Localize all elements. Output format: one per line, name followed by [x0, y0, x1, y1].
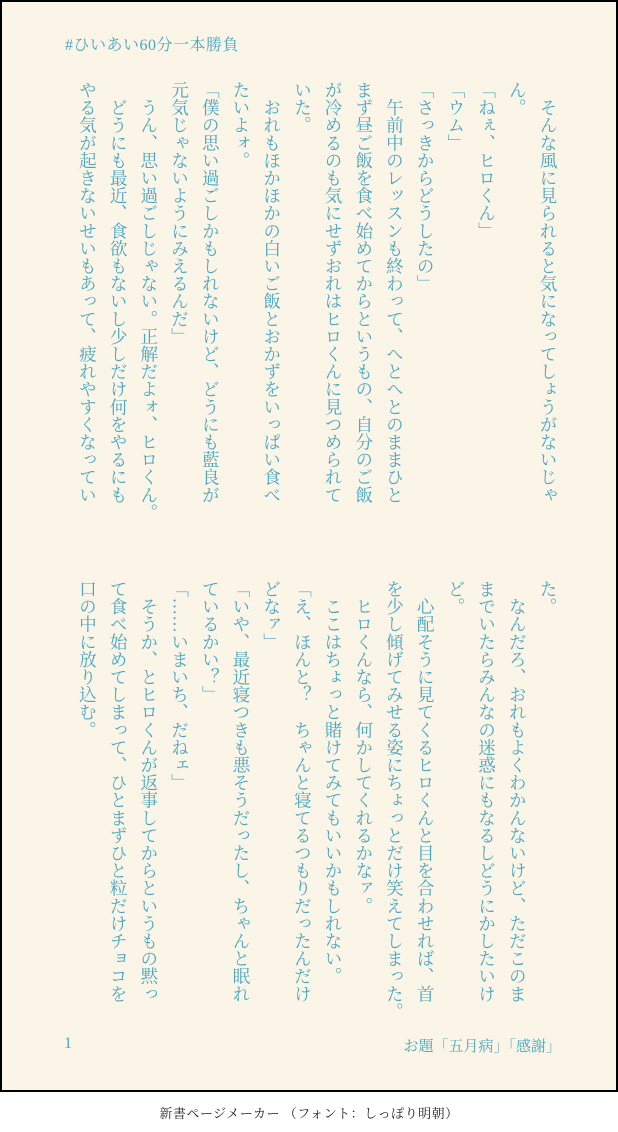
text-line: ど。 — [445, 580, 466, 616]
generator-caption: 新書ページメーカー （フォント：しっぽり明朝） — [159, 1105, 459, 1121]
text-line: そうか、とヒロくんが返事してからというもの黙っ — [138, 580, 159, 1003]
text-line: うん、思い過ごしじゃない。正解だよォ、ヒロくん。 — [138, 81, 159, 521]
text-line: 「いや、最近寝つきも悪そうだったし、ちゃんと眠れ — [230, 580, 251, 1003]
text-line: 「え、ほんと？ ちゃんと寝てるつもりだったんだけ — [292, 580, 313, 1003]
vertical-text-block-bottom — [72, 580, 563, 1050]
text-line: やる気が起きないせいもあって、疲れやすくなってい — [77, 81, 98, 504]
text-line: が冷めるのも気にせずおれはヒロくんに見つめられて — [323, 81, 344, 504]
text-line: 午前中のレッスンも終わって、へとへとのままひと — [384, 81, 405, 504]
text-line: たいよォ。 — [230, 81, 251, 169]
text-line: 「ねぇ、ヒロくん」 — [476, 81, 497, 240]
text-line: 「ウム」 — [445, 81, 466, 152]
caption-strip — [0, 1092, 618, 1132]
prompt-credit: お題「五月病」「感謝」 — [403, 1039, 561, 1055]
text-line: いた。 — [292, 81, 313, 134]
text-line: ん。 — [507, 81, 528, 117]
text-line: 元気じゃないようにみえるんだ」 — [169, 81, 190, 345]
text-line: そんな風に見られると気になってしょうがないじゃ — [538, 81, 558, 504]
text-line: まず昼ご飯を食べ始めてからというもの、自分のご飯 — [353, 81, 374, 504]
text-line: 「僕の思い過ごしかもしれないけど、どうにも藍良が — [200, 81, 221, 504]
text-line: ヒロくんなら、何かしてくれるかなァ。 — [353, 580, 374, 915]
text-line: おれもほかほかの白いご飯とおかずをいっぱい食べ — [261, 81, 282, 504]
text-line: なんだろ、おれもよくわかんないけど、ただこのま — [507, 580, 528, 1003]
text-line: 「さっきからどうしたの」 — [415, 81, 436, 293]
page-header-hashtag: #ひいあい60分一本勝負 — [65, 37, 240, 54]
text-line: て食べ始めてしまって、ひとまずひと粒だけチョコを — [108, 580, 129, 1003]
text-line: 「……いまいち、だねェ」 — [169, 580, 190, 792]
text-line: 心配そうに見てくるヒロくんと目を合わせれば、首 — [415, 580, 436, 1003]
text-line: た。 — [538, 580, 558, 616]
page-number: 1 — [64, 1035, 72, 1052]
text-line: ているかい？」 — [200, 580, 221, 704]
text-line: を少し傾げてみせる姿にちょっとだけ笑えてしまった。 — [384, 580, 405, 1020]
text-line: どなァ」 — [261, 580, 282, 651]
text-line: どうにも最近、食欲もないし少しだけ何をやるにも — [108, 81, 129, 504]
text-line: 口の中に放り込む。 — [77, 580, 98, 739]
vertical-text-block-top — [72, 81, 563, 551]
text-line: ここはちょっと賭けてみてもいいかもしれない。 — [323, 580, 344, 985]
text-line: までいたらみんなの迷惑にもなるしどうにかしたいけ — [476, 580, 497, 1003]
